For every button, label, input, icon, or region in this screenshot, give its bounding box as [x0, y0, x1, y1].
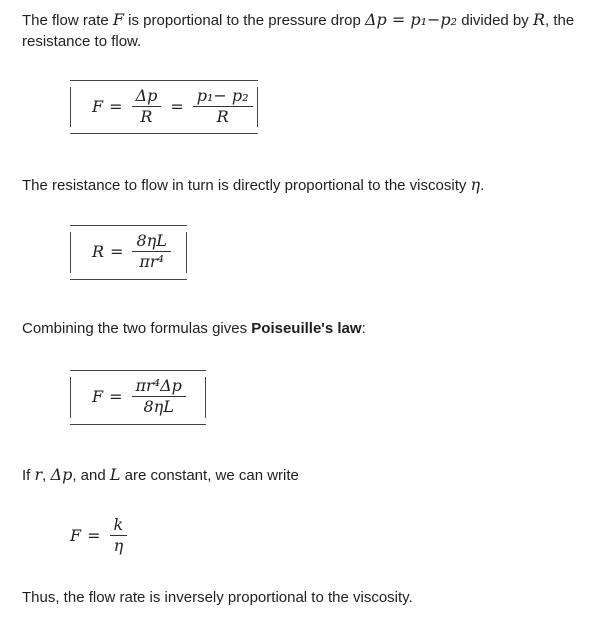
p1: p₁: [410, 10, 427, 29]
conclusion-text: Thus, the flow rate is inversely proportional to the viscosity.: [22, 589, 413, 606]
intro-paragraph: [22, 9, 612, 52]
formula-3: [92, 374, 189, 419]
formula-4-lhs: F: [70, 526, 82, 545]
intro-text-d: , the resistance to flow.: [22, 12, 575, 50]
formula-2-den: πr⁴: [139, 252, 164, 271]
delta-p-2: Δp: [50, 465, 73, 484]
intro-text-a: The flow rate: [22, 12, 113, 29]
constants-text-a: If: [22, 467, 35, 484]
formula-3-den: 8ηL: [143, 397, 174, 416]
formula-3-frac: [132, 376, 186, 417]
delta-p: Δp: [364, 10, 387, 29]
formula-2-num: 8ηL: [136, 231, 167, 250]
formula-1: [92, 84, 256, 128]
formula-4: [70, 513, 130, 558]
minus-sign: −: [427, 10, 441, 29]
formula-2-lhs: R: [92, 242, 105, 261]
conclusion-paragraph: [22, 587, 612, 608]
formula-1-eq-2: =: [170, 96, 184, 116]
equals-sign: =: [391, 10, 406, 29]
formula-2-frac: [132, 231, 170, 272]
formula-1-frac-a: [132, 86, 162, 127]
formula-3-lhs: F: [92, 387, 104, 406]
resistance-paragraph: [22, 174, 612, 196]
constants-paragraph: [22, 464, 612, 486]
formula-1-den-a: R: [140, 106, 153, 126]
constants-sep-2: , and: [72, 467, 110, 484]
var-r: R: [532, 10, 545, 29]
var-l: L: [109, 465, 121, 484]
formula-4-den: η: [113, 536, 124, 555]
formula-1-frac-b: [193, 86, 253, 127]
formula-4-frac: [110, 515, 128, 556]
formula-4-eq: =: [87, 526, 101, 545]
intro-text-b: is proportional to the pressure drop: [123, 12, 365, 29]
combining-paragraph: [22, 318, 612, 339]
formula-1-lhs: F: [92, 96, 104, 116]
formula-1-num-a: Δp: [135, 85, 158, 105]
formula-1-num-b: p₁− p₂: [196, 85, 249, 105]
eta: η: [470, 175, 481, 194]
formula-4-num: k: [113, 515, 124, 534]
formula-3-eq: =: [109, 387, 123, 406]
resistance-text: The resistance to flow in turn is directly proportional to the viscosity: [22, 177, 471, 194]
formula-3-num: πr⁴Δp: [135, 376, 182, 395]
formula-2-eq: =: [110, 242, 124, 261]
formula-1-den-b: R: [216, 106, 229, 126]
combining-text: Combining the two formulas gives: [22, 320, 252, 337]
resistance-end: .: [480, 177, 485, 194]
constants-sep-1: ,: [42, 467, 51, 484]
formula-2: [92, 229, 174, 274]
constants-text-b: are constant, we can write: [120, 467, 299, 484]
combining-end: :: [361, 320, 366, 337]
intro-text-c: divided by: [457, 12, 533, 29]
p2: p₂: [440, 10, 458, 29]
var-r-small: r: [34, 465, 43, 484]
var-f: F: [112, 10, 124, 29]
poiseuille-law: Poiseuille's law: [251, 320, 362, 337]
formula-1-eq: =: [109, 96, 123, 116]
